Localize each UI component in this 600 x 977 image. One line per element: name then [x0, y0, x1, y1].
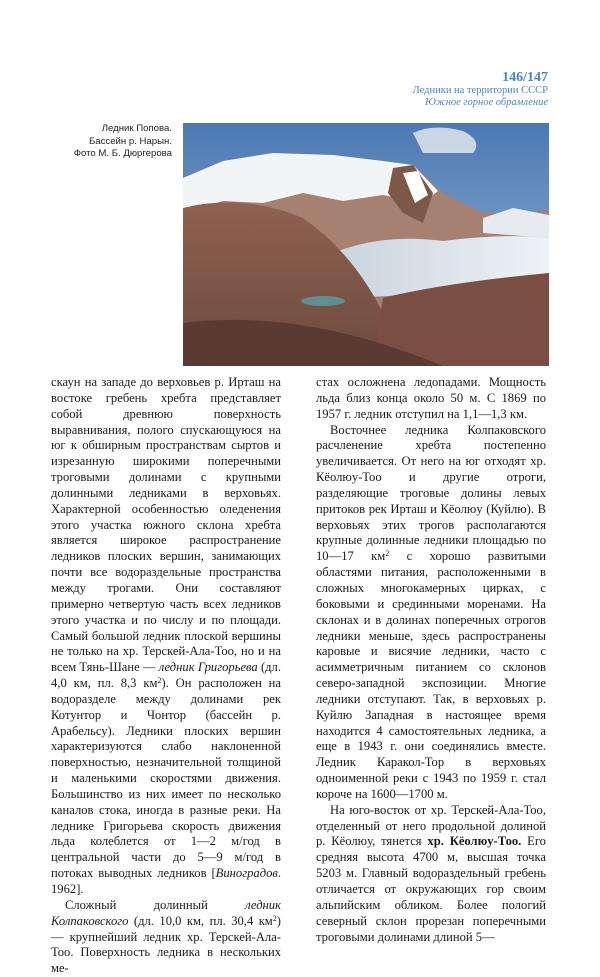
- paragraph: стах осложнена ледопадами. Мощность льда близ конца около 50 м. С 1869 по 1957 г. ледник отступил на 1,1—1,3 км.: [316, 375, 546, 421]
- glacier-landscape-illustration: [183, 123, 549, 366]
- caption-line-2: Бассейн р. Нарын.: [88, 135, 172, 147]
- page-header: [413, 70, 548, 109]
- section-title: Ледники на территории СССР: [412, 85, 548, 96]
- photo-caption: [52, 123, 172, 161]
- paragraph: На юго-восток от хр. Терскей-Ала-Тоо, отделенный от него продольной долиной р. Кёолюу, тянется хр. Кёолюу-Тоо. Его средняя высота 4700 м, высшая точка 5203 м. Главный водораздельный гребень отличается от окружающих гор своим альпийским обликом. Более пологий северный склон прорезан поперечными троговыми долинами длиной 5—: [316, 802, 546, 944]
- page-numbers: 146/147: [502, 70, 548, 85]
- paragraph: скаун на западе до верховьев р. Ирташ на востоке гребень хребта представляет собой древнюю поверхность выравнивания, полого спускающуюся на юг к обширным пространствам сыртов и изрезанную широкими поперечными троговыми долинами с крупными долинными ледниками в верховьях. Характерной особенностью оледенения этого участка южного склона хребта является широкое распространение ледников плоских вершин, занимающих почти все водораздельные пространства между трогами. Они составляют примерно четвертую часть всех ледников этого участка и по числу и по площади. Самый большой ледник плоской вершины не только на хр. Терскей-Ала-Тоо, но и на всем Тянь-Шане — ледник Григорьева (дл. 4,0 км, пл. 8,3 $км^2$). Он расположен на водоразделе между долинами рек Котунтор и Чонтор (бассейн р. Арабельсу). Ледники плоских вершин характеризуются слабо наклоненной поверхностью, незначительной толщиной и маленькими скоростями движения. Большинство из них имеет по несколько каналов стока, иногда в разные реки. На леднике Григорьева скорость движения льда колеблется от 1—2 м/год в центральной части до 5—9 м/год в потоках выводных ледников [Виноградов. 1962].: [51, 375, 282, 896]
- left-text-column: [51, 375, 281, 977]
- glacial-lake: [301, 296, 345, 306]
- caption-line-1: Ледник Попова.: [101, 123, 172, 134]
- paragraph: Восточнее ледника Колпаковского расчленение хребта постепенно увеличивается. От него на юг отходят хр. Кёолюу-Тоо и другие отроги, разделяющие троговые долины левых притоков рек Ирташ и Кёолюу (Куйлю). В верховьях этих трогов располагаются крупные долинные ледники площадью по 10—17 $км^2$ с хорошо развитыми областями питания, расположенными в сложных многокамерных цирках, с боковыми и срединными моренами. На склонах и в долинах поперечных отрогов ледники меньше, здесь распространены каровые и висячие ледники, часто с асимметричным питанием со склонов северо-западной экспозиции. Многие ледники отступают. Так, в верховьях р. Куйлю Западная в настоящее время находится 4 самостоятельных ледника, а еще в 1943 г. они соединялись вместе. Ледник Каракол-Тор в верховьях одноименной реки с 1943 по 1959 г. стал короче на 1600—1700 м.: [316, 422, 546, 801]
- glacier-photo: [183, 123, 549, 366]
- paragraph: Сложный долинный ледник Колпаковского (дл. 10,0 км, пл. 30,4 $км^2$) — крупнейший ледник хр. Терскей-Ала-Тоо. Поверхность ледника в нескольких ме-: [51, 897, 281, 976]
- right-text-column: [316, 375, 546, 945]
- caption-line-3: Фото М. Б. Дюргерова: [73, 148, 172, 159]
- subsection-title: Южное горное обрамление: [425, 97, 548, 108]
